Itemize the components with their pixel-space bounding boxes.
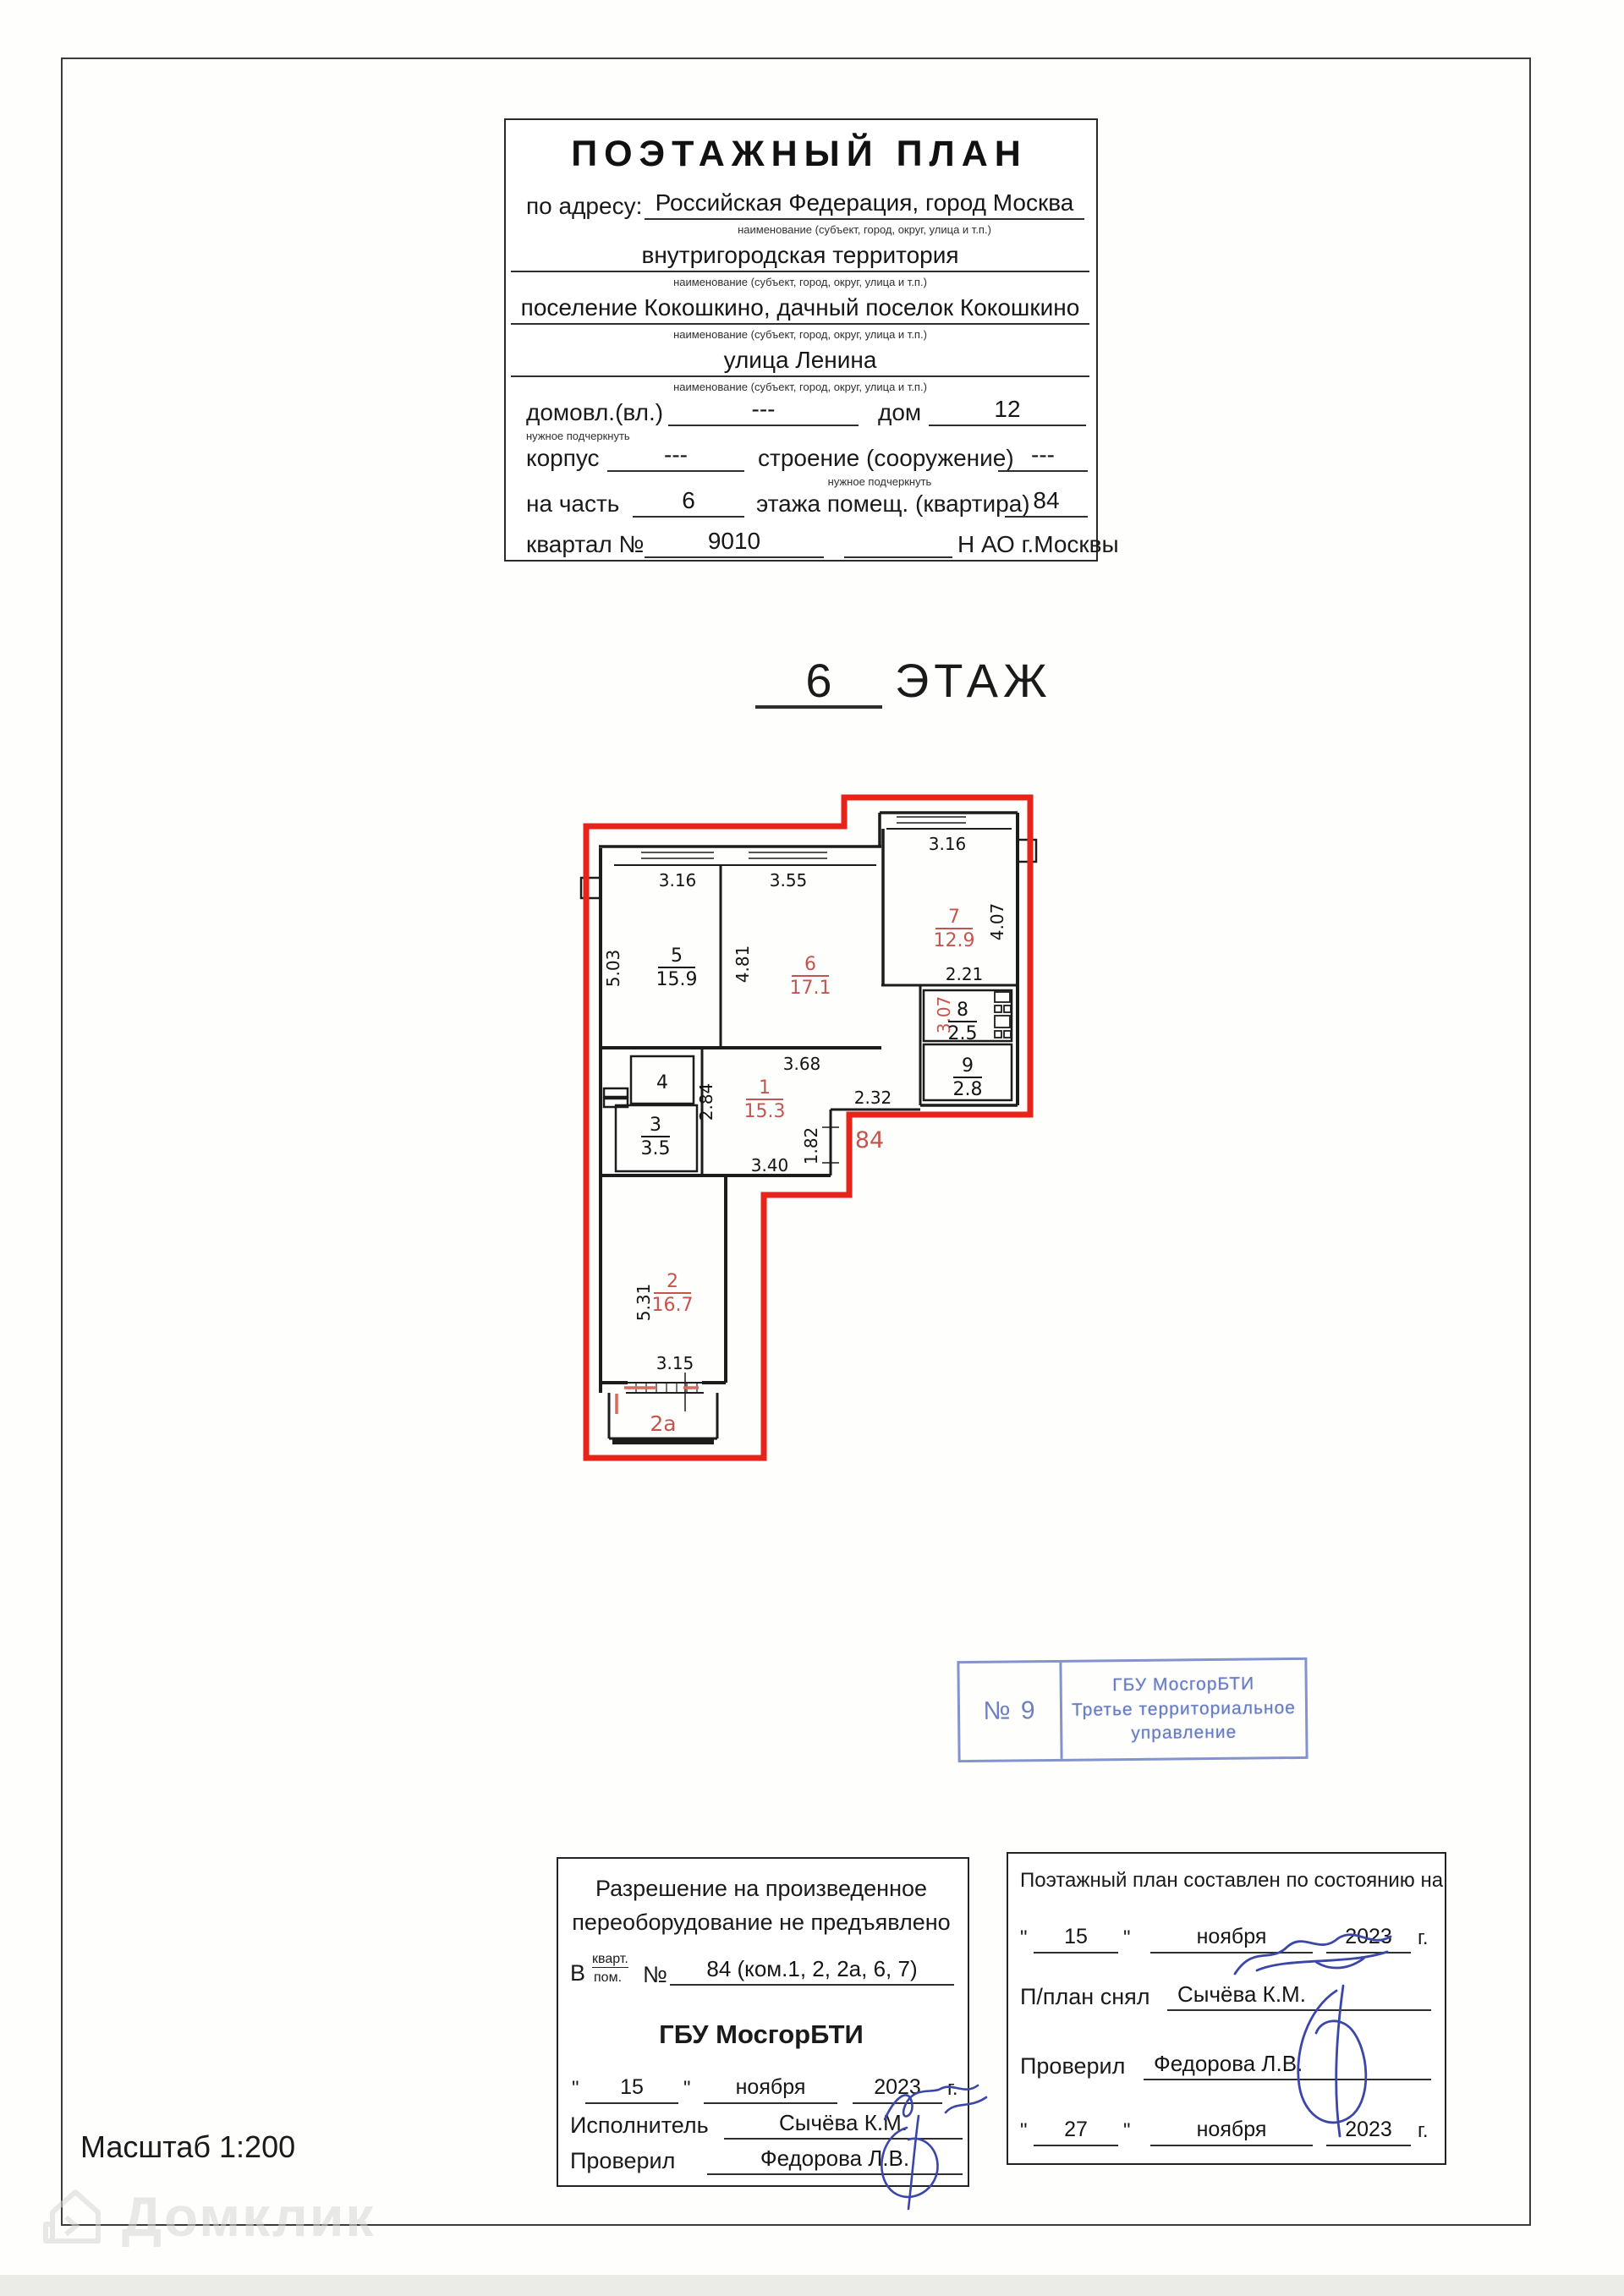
room9-area: 2.8 (952, 1079, 983, 1100)
room1-number: 1 (759, 1077, 771, 1099)
watermark (41, 2182, 375, 2251)
room5-number: 5 (671, 945, 683, 967)
permission-line1: Разрешение на произведенное (595, 1876, 928, 1901)
document-title: ПОЭТАЖНЫЙ ПЛАН (571, 134, 1028, 174)
stamp-org: ГБУ МосгорБТИ (1112, 1674, 1255, 1696)
room6-area: 17.1 (789, 978, 831, 999)
room2-number: 2 (667, 1271, 678, 1292)
room8-number: 8 (957, 1000, 968, 1021)
kvartal-label: квартал № (526, 531, 645, 557)
permission-prefix: В (570, 1960, 586, 1986)
kvartal-value: 9010 (645, 526, 824, 558)
permission-num-sign: № (643, 1962, 667, 1987)
stamp-text (1062, 1660, 1305, 1759)
dim-r7-width: 3.16 (928, 834, 967, 854)
permission-line2: переоборудование не предъявлено (572, 1910, 951, 1935)
house-value: --- (668, 394, 859, 426)
p-year-suffix: г. (947, 2077, 958, 2100)
stamp-number: № 9 (959, 1663, 1062, 1760)
part-label: на часть (526, 490, 620, 517)
korpus-label: корпус (526, 445, 600, 471)
apartment-number-label: 84 (854, 1127, 885, 1153)
floor-heading-label: ЭТАЖ (895, 654, 1052, 707)
dim-r2-width: 3.15 (656, 1353, 694, 1373)
c-checked-name: Федорова Л.В. (1144, 2048, 1431, 2080)
stamp-line3: управление (1131, 1722, 1237, 1744)
signature-checked-left (870, 2109, 979, 2219)
watermark-house-icon (41, 2182, 110, 2251)
room7-number: 7 (948, 907, 960, 928)
c-quote-close1: " (1123, 1926, 1131, 1949)
composition-day2: 27 (1034, 2114, 1118, 2146)
room7-area: 12.9 (933, 930, 975, 951)
executor-label: Исполнитель (570, 2112, 709, 2138)
address-caption-4: наименование (субъект, город, округ, улица и т.п.) (673, 381, 927, 393)
dim-r7-height: 4.07 (987, 902, 1007, 941)
flat-value: 84 (1005, 485, 1088, 518)
dom-value: 12 (929, 394, 1086, 426)
permission-pom: пом. (594, 1970, 623, 1985)
permission-year: 2023 (853, 2072, 942, 2104)
room1-area: 15.3 (743, 1101, 786, 1122)
permission-org: ГБУ МосгорБТИ (659, 2019, 864, 2049)
room8-area: 2.5 (947, 1023, 978, 1044)
c-quote-open1: " (1020, 1926, 1028, 1949)
floor-plan-drawing (575, 791, 1049, 1476)
dim-r5-height: 5.03 (603, 949, 623, 988)
surveyor-label: П/план снял (1020, 1984, 1150, 2009)
scan-edge-band (0, 2275, 1624, 2296)
room9-number: 9 (962, 1055, 974, 1077)
p-checked-label: Проверил (570, 2148, 676, 2173)
dim-hall-top: 3.68 (782, 1054, 821, 1074)
bti-stamp (957, 1658, 1308, 1762)
executor-name: Сычёва К.М. (724, 2107, 963, 2140)
room2-area: 16.7 (651, 1295, 694, 1316)
stamp-line2: Третье территориальное (1071, 1697, 1297, 1720)
address-caption-3: наименование (субъект, город, округ, улица и т.п.) (673, 328, 927, 341)
room3-area: 3.5 (640, 1138, 671, 1159)
stroenie-label: строение (сооружение) (758, 445, 1014, 471)
composition-month: ноября (1150, 1921, 1313, 1954)
permission-month: ноября (704, 2072, 837, 2104)
watermark-text: Домклик (122, 2185, 376, 2248)
composition-year: 2023 (1326, 1921, 1411, 1954)
p-checked-name: Федорова Л.В. (707, 2143, 963, 2175)
address-caption-1: наименование (субъект, город, округ, улица и т.п.) (738, 223, 991, 236)
address-line-2: внутригородская территория (511, 240, 1089, 272)
scale-label: Масштаб 1:200 (80, 2129, 296, 2164)
stroenie-value: --- (998, 440, 1088, 472)
dim-r5-width: 3.16 (658, 870, 697, 890)
c-checked-label: Проверил (1020, 2053, 1126, 2079)
underline-note-1: нужное подчеркнуть (526, 430, 630, 442)
dim-landing-height: 3.07 (934, 995, 954, 1034)
composition-month2: ноября (1150, 2114, 1313, 2146)
c-year-suffix2: г. (1418, 2119, 1429, 2142)
okrug-value: Н АО г.Москвы (957, 531, 1119, 557)
composition-line1: Поэтажный план составлен по состоянию на (1020, 1869, 1444, 1892)
underline-note-2: нужное подчеркнуть (827, 475, 932, 488)
address-line-3: поселение Кокошкино, дачный поселок Кокошкино (511, 293, 1089, 325)
permission-day: 15 (585, 2072, 678, 2104)
dim-entry-width: 2.32 (853, 1088, 892, 1108)
room3-number: 3 (650, 1115, 661, 1136)
p-quote-close: " (683, 2077, 691, 2100)
floor-room-label: этажа помещ. (квартира) (756, 490, 1030, 517)
dim-r2-height: 5.31 (634, 1283, 654, 1322)
signature-checked-right (1274, 1979, 1418, 2148)
composition-day: 15 (1034, 1921, 1118, 1954)
dim-r6-width: 3.55 (769, 870, 808, 890)
house-label: домовл.(вл.) (526, 399, 664, 425)
part-value: 6 (633, 485, 744, 518)
room6-number: 6 (804, 954, 816, 975)
dim-hall-height: 2.84 (696, 1082, 716, 1121)
p-quote-open: " (572, 2077, 579, 2100)
address-line-4: улица Ленина (511, 345, 1089, 377)
c-year-suffix1: г. (1418, 1926, 1429, 1949)
dim-r6-height: 4.81 (732, 945, 753, 984)
floor-number: 6 (755, 653, 882, 709)
c-quote-open2: " (1020, 2119, 1028, 2142)
dim-entry-height: 1.82 (801, 1126, 821, 1165)
surveyor-name: Сычёва К.М. (1167, 1979, 1431, 2011)
dim-r8-width: 2.21 (945, 964, 984, 984)
address-label: по адресу: (526, 193, 643, 219)
dom-label: дом (878, 399, 922, 425)
permission-flat-value: 84 (ком.1, 2, 2а, 6, 7) (670, 1954, 954, 1986)
address-caption-2: наименование (субъект, город, округ, улица и т.п.) (673, 276, 927, 288)
room2a-number: 2а (650, 1411, 677, 1436)
room4-number: 4 (656, 1072, 668, 1093)
address-line-1: Российская Федерация, город Москва (645, 188, 1084, 220)
c-quote-close2: " (1123, 2119, 1131, 2142)
korpus-value: --- (607, 440, 744, 472)
permission-kvart: кварт. (592, 1952, 628, 1966)
room5-area: 15.9 (656, 969, 698, 990)
wall-tabs (581, 840, 1036, 898)
dim-hall-bottom: 3.40 (750, 1155, 789, 1175)
kvartal-blank (844, 526, 952, 558)
composition-year2: 2023 (1326, 2114, 1411, 2146)
fixture-symbols (995, 992, 1011, 1038)
